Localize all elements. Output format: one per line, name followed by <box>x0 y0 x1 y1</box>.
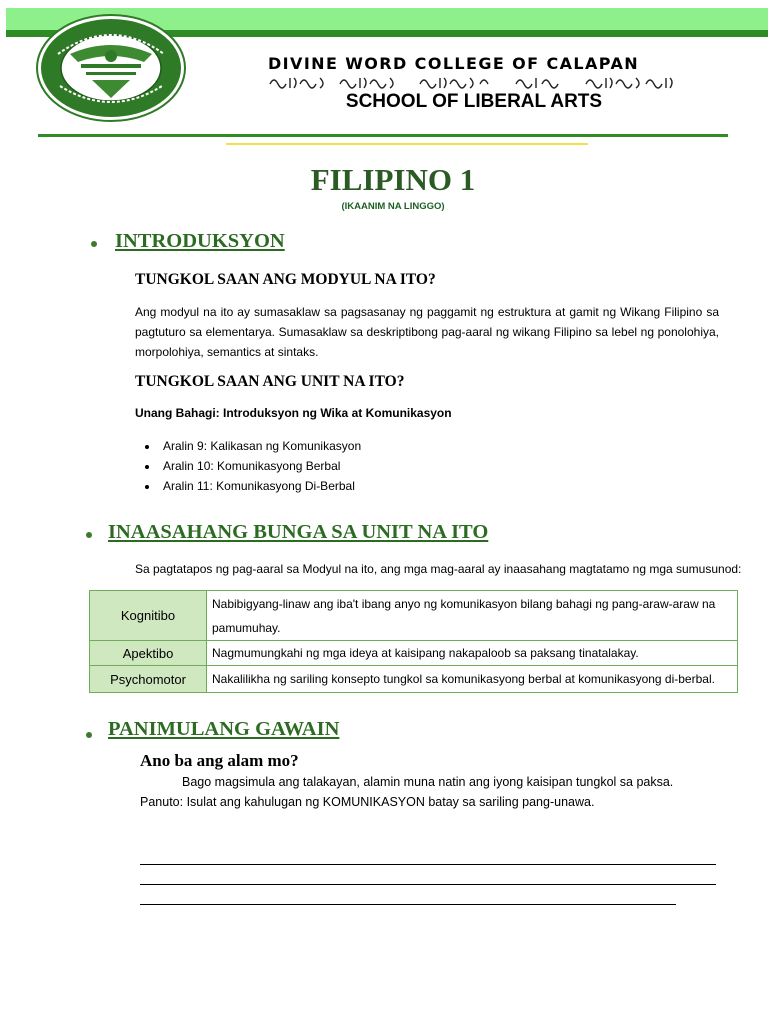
school-name: SCHOOL OF LIBERAL ARTS <box>345 91 603 112</box>
outcomes-table <box>89 590 738 693</box>
question-heading-modyul: TUNGKOL SAAN ANG MODYUL NA ITO? <box>135 271 436 288</box>
bullet-icon <box>145 445 149 449</box>
answer-line[interactable] <box>140 884 716 885</box>
outcome-cell: Nakalilikha ng sariling konsepto tungkol sa komunikasyong berbal at komunikasyong di-berbal. <box>207 666 738 693</box>
section-heading-introduksyon: INTRODUKSYON <box>115 230 285 252</box>
bullet-icon <box>86 732 92 738</box>
table-row <box>90 591 738 641</box>
domain-cell: Kognitibo <box>90 591 207 641</box>
activity-question: Ano ba ang alam mo? <box>140 751 299 770</box>
document-title: FILIPINO 1 <box>310 162 476 197</box>
section-heading-panimulang-gawain: PANIMULANG GAWAIN <box>108 718 340 740</box>
outcome-cell: Nabibigyang-linaw ang iba't ibang anyo ng komunikasyon bilang bahagi ng pang-araw-araw na pamumuhay. <box>207 591 738 641</box>
bullet-icon <box>145 465 149 469</box>
answer-line[interactable] <box>140 904 676 905</box>
outcome-cell: Nagmumungkahi ng mga ideya at kaisipang nakapaloob sa paksang tinatalakay. <box>207 641 738 666</box>
list-item: Aralin 10: Komunikasyong Berbal <box>163 459 341 473</box>
list-item: Aralin 11: Komunikasyong Di-Berbal <box>163 479 355 493</box>
bullet-icon <box>86 532 92 538</box>
table-row <box>90 641 738 666</box>
table-row <box>90 666 738 693</box>
answer-line[interactable] <box>140 864 716 865</box>
activity-intro: Bago magsimula ang talakayan, alamin muna natin ang iyong kaisipan tungkol sa paksa. <box>182 775 674 789</box>
outcomes-intro: Sa pagtatapos ng pag-aaral sa Modyul na ito, ang mga mag-aaral ay inaasahang magtatamo ng mga sumusunod: <box>135 562 742 576</box>
modyul-description: Ang modyul na ito ay sumasaklaw sa pagsasanay ng paggamit ng estruktura at gamit ng Wikang Filipino sa pagtuturo sa elementarya. Sumasaklaw sa deskriptibong pag-aaral ng wikang Filipino sa lebel ng ponolohiya, morpolohiya, semantics at sintaks. <box>135 305 719 359</box>
baybayin-script-decoration <box>268 72 688 92</box>
question-heading-unit: TUNGKOL SAAN ANG UNIT NA ITO? <box>135 373 405 390</box>
header-accent-divider <box>226 143 588 145</box>
section-heading-inaasahang-bunga: INAASAHANG BUNGA SA UNIT NA ITO <box>108 521 489 543</box>
activity-instruction: Panuto: Isulat ang kahulugan ng KOMUNIKASYON batay sa sariling pang-unawa. <box>140 795 595 809</box>
bullet-icon <box>91 241 97 247</box>
domain-cell: Psychomotor <box>90 666 207 693</box>
college-name: DIVINE WORD COLLEGE OF CALAPAN <box>268 54 640 73</box>
list-item: Aralin 9: Kalikasan ng Komunikasyon <box>163 439 362 453</box>
unit-part-label: Unang Bahagi: Introduksyon ng Wika at Komunikasyon <box>135 406 452 420</box>
domain-cell: Apektibo <box>90 641 207 666</box>
bullet-icon <box>145 485 149 489</box>
college-seal-logo <box>36 14 186 122</box>
header-divider <box>38 134 728 137</box>
document-subtitle: (IKAANIM NA LINGGO) <box>341 201 445 212</box>
